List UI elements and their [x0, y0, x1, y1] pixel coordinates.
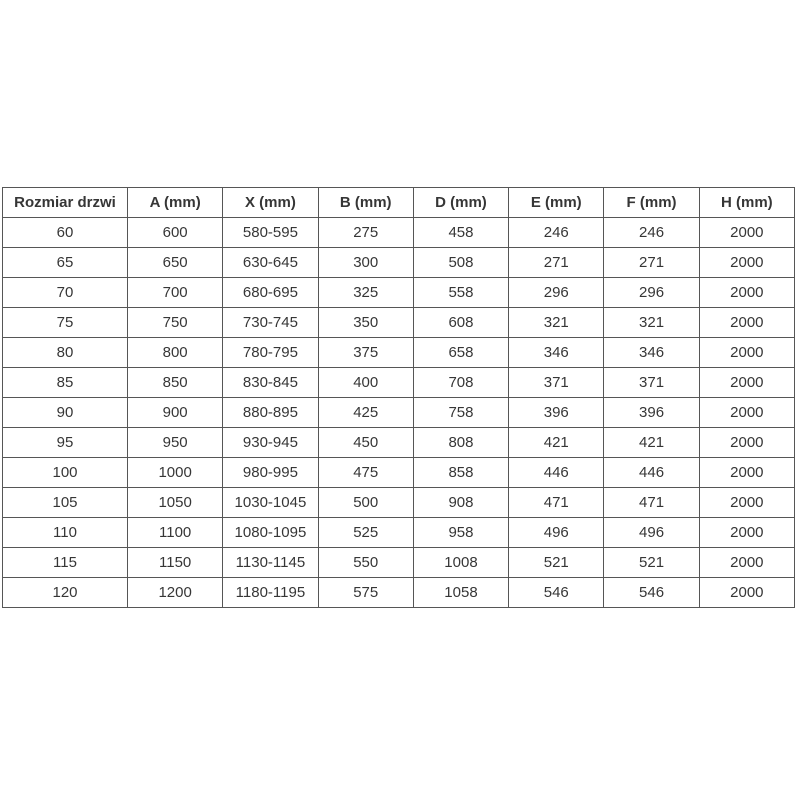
table-cell: 1058 [413, 578, 508, 608]
table-cell: 600 [128, 218, 223, 248]
table-cell: 300 [318, 248, 413, 278]
table-cell: 2000 [699, 398, 794, 428]
table-cell: 1050 [128, 488, 223, 518]
table-cell: 275 [318, 218, 413, 248]
table-cell: 2000 [699, 458, 794, 488]
table-cell: 525 [318, 518, 413, 548]
table-cell: 475 [318, 458, 413, 488]
table-cell: 396 [509, 398, 604, 428]
table-cell: 830-845 [223, 368, 318, 398]
header-d-mm: D (mm) [413, 188, 508, 218]
door-dimensions-table [2, 187, 795, 608]
table-body [3, 218, 795, 608]
table-cell: 1030-1045 [223, 488, 318, 518]
table-cell: 85 [3, 368, 128, 398]
table-cell: 1200 [128, 578, 223, 608]
table-cell: 575 [318, 578, 413, 608]
table-cell: 980-995 [223, 458, 318, 488]
table-cell: 2000 [699, 548, 794, 578]
table-row [3, 218, 795, 248]
table-cell: 321 [509, 308, 604, 338]
table-cell: 246 [509, 218, 604, 248]
table-header [3, 188, 795, 218]
table-cell: 958 [413, 518, 508, 548]
table-row [3, 518, 795, 548]
table-cell: 546 [604, 578, 699, 608]
table-row [3, 308, 795, 338]
table-row [3, 548, 795, 578]
table-row [3, 398, 795, 428]
table-cell: 521 [509, 548, 604, 578]
header-e-mm: E (mm) [509, 188, 604, 218]
table-cell: 350 [318, 308, 413, 338]
table-row [3, 248, 795, 278]
table-cell: 115 [3, 548, 128, 578]
table-cell: 630-645 [223, 248, 318, 278]
header-a-mm: A (mm) [128, 188, 223, 218]
table-cell: 950 [128, 428, 223, 458]
table-row [3, 338, 795, 368]
table-cell: 496 [604, 518, 699, 548]
table-row [3, 428, 795, 458]
table-cell: 500 [318, 488, 413, 518]
table-cell: 780-795 [223, 338, 318, 368]
table-cell: 80 [3, 338, 128, 368]
table-cell: 1000 [128, 458, 223, 488]
table-cell: 246 [604, 218, 699, 248]
table-cell: 65 [3, 248, 128, 278]
table-cell: 371 [604, 368, 699, 398]
table-row [3, 458, 795, 488]
table-cell: 580-595 [223, 218, 318, 248]
table-cell: 90 [3, 398, 128, 428]
table-cell: 1150 [128, 548, 223, 578]
table-cell: 758 [413, 398, 508, 428]
table-cell: 1008 [413, 548, 508, 578]
header-f-mm: F (mm) [604, 188, 699, 218]
table-cell: 2000 [699, 308, 794, 338]
table-cell: 2000 [699, 338, 794, 368]
table-row [3, 278, 795, 308]
table-cell: 900 [128, 398, 223, 428]
table-cell: 120 [3, 578, 128, 608]
table-cell: 608 [413, 308, 508, 338]
table-cell: 421 [604, 428, 699, 458]
table-cell: 1100 [128, 518, 223, 548]
table-cell: 908 [413, 488, 508, 518]
table-cell: 446 [604, 458, 699, 488]
header-x-mm: X (mm) [223, 188, 318, 218]
table-cell: 2000 [699, 368, 794, 398]
table-cell: 1180-1195 [223, 578, 318, 608]
table-cell: 650 [128, 248, 223, 278]
door-dimensions-table-container [2, 187, 795, 608]
table-cell: 271 [509, 248, 604, 278]
table-cell: 296 [509, 278, 604, 308]
table-cell: 2000 [699, 278, 794, 308]
table-header-row [3, 188, 795, 218]
table-cell: 708 [413, 368, 508, 398]
table-cell: 800 [128, 338, 223, 368]
table-cell: 880-895 [223, 398, 318, 428]
header-b-mm: B (mm) [318, 188, 413, 218]
table-row [3, 578, 795, 608]
table-cell: 458 [413, 218, 508, 248]
table-cell: 400 [318, 368, 413, 398]
table-cell: 446 [509, 458, 604, 488]
table-cell: 730-745 [223, 308, 318, 338]
table-cell: 296 [604, 278, 699, 308]
table-cell: 521 [604, 548, 699, 578]
table-cell: 1080-1095 [223, 518, 318, 548]
table-cell: 2000 [699, 488, 794, 518]
table-cell: 858 [413, 458, 508, 488]
table-cell: 558 [413, 278, 508, 308]
table-cell: 471 [509, 488, 604, 518]
table-cell: 2000 [699, 578, 794, 608]
table-cell: 346 [604, 338, 699, 368]
table-cell: 808 [413, 428, 508, 458]
table-row [3, 368, 795, 398]
table-cell: 421 [509, 428, 604, 458]
table-cell: 110 [3, 518, 128, 548]
table-cell: 550 [318, 548, 413, 578]
table-cell: 471 [604, 488, 699, 518]
table-cell: 750 [128, 308, 223, 338]
table-cell: 325 [318, 278, 413, 308]
header-h-mm: H (mm) [699, 188, 794, 218]
table-cell: 271 [604, 248, 699, 278]
table-cell: 450 [318, 428, 413, 458]
table-cell: 321 [604, 308, 699, 338]
table-cell: 508 [413, 248, 508, 278]
table-cell: 425 [318, 398, 413, 428]
table-cell: 371 [509, 368, 604, 398]
table-cell: 1130-1145 [223, 548, 318, 578]
table-cell: 2000 [699, 248, 794, 278]
table-cell: 658 [413, 338, 508, 368]
table-cell: 496 [509, 518, 604, 548]
table-cell: 396 [604, 398, 699, 428]
table-cell: 105 [3, 488, 128, 518]
table-cell: 2000 [699, 428, 794, 458]
table-cell: 2000 [699, 518, 794, 548]
table-cell: 375 [318, 338, 413, 368]
header-rozmiar-drzwi: Rozmiar drzwi [3, 188, 128, 218]
table-cell: 2000 [699, 218, 794, 248]
table-cell: 546 [509, 578, 604, 608]
table-cell: 60 [3, 218, 128, 248]
table-cell: 75 [3, 308, 128, 338]
table-cell: 850 [128, 368, 223, 398]
table-row [3, 488, 795, 518]
table-cell: 700 [128, 278, 223, 308]
table-cell: 680-695 [223, 278, 318, 308]
table-cell: 100 [3, 458, 128, 488]
table-cell: 70 [3, 278, 128, 308]
table-cell: 95 [3, 428, 128, 458]
table-cell: 930-945 [223, 428, 318, 458]
table-cell: 346 [509, 338, 604, 368]
